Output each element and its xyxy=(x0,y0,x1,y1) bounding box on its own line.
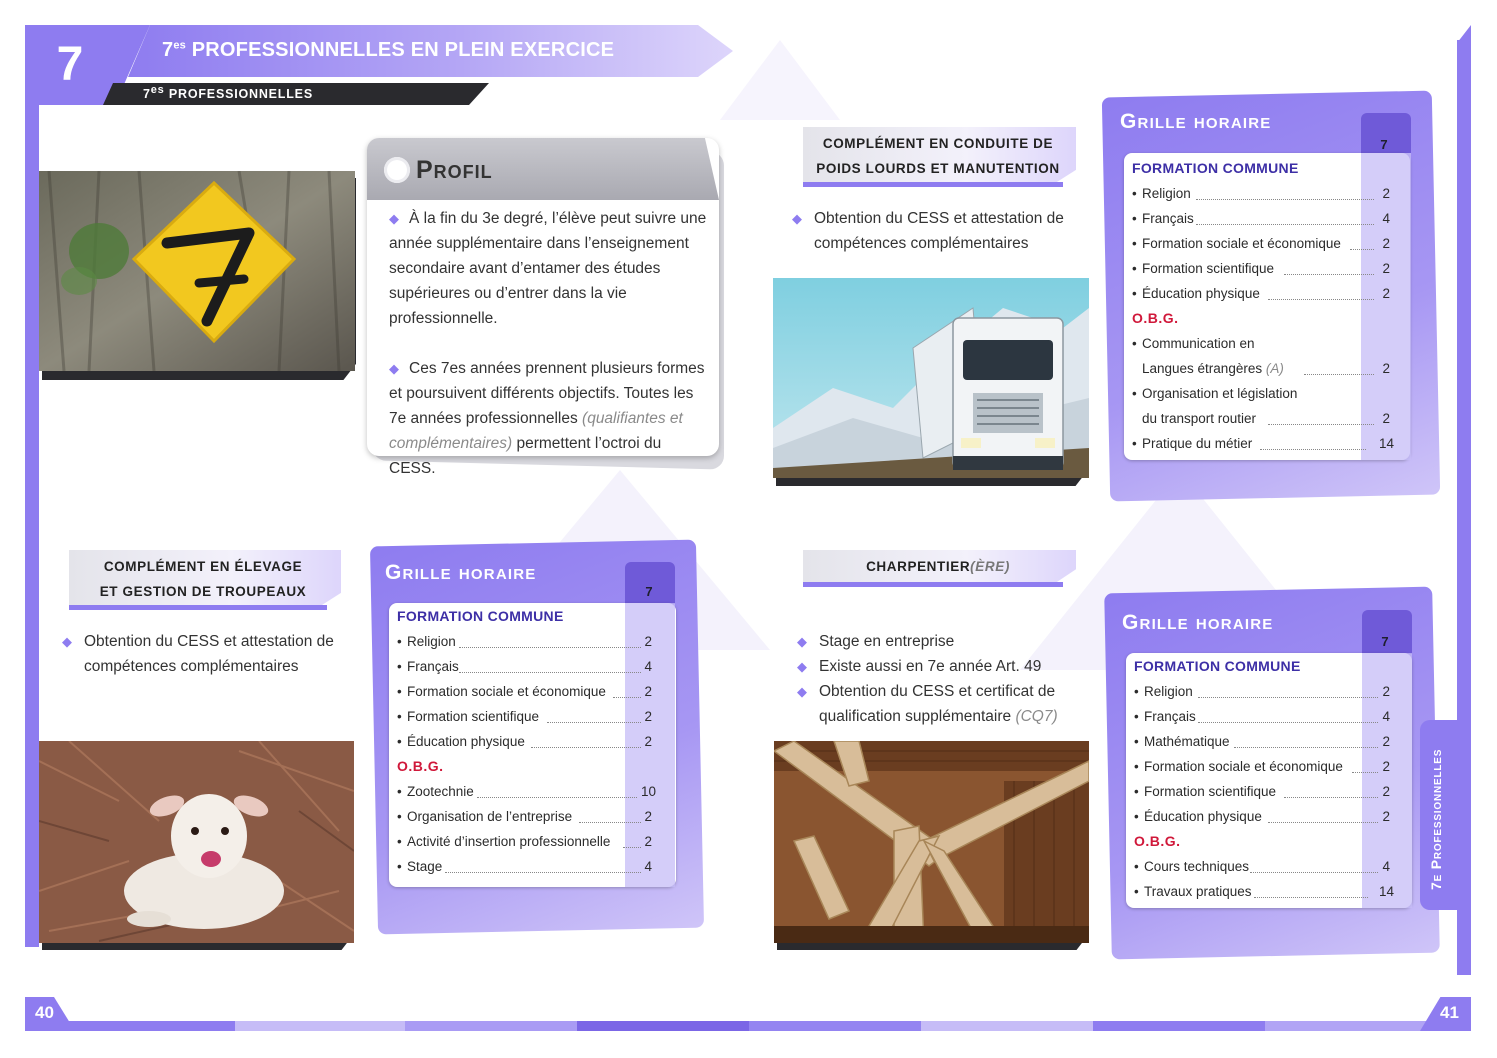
side-section-tab-label: 7e Professionnelles xyxy=(1428,748,1444,890)
charpentier-bullet-2-text: Existe aussi en 7e année Art. 49 xyxy=(819,658,1042,675)
grille-column-number: 7 xyxy=(1380,137,1388,152)
bullet-dot-icon: • xyxy=(1134,859,1139,874)
grille-row-label: Communication en xyxy=(1142,336,1255,351)
footer-bar-segment xyxy=(1265,1021,1437,1031)
bullet-dot-icon: • xyxy=(397,734,402,749)
formation-commune-heading: FORMATION COMMUNE xyxy=(1132,160,1299,176)
diamond-bullet-icon: ◆ xyxy=(797,684,807,699)
grille-rows xyxy=(397,604,654,879)
leader-dots xyxy=(1196,224,1374,225)
grille-row-label: Organisation et législation xyxy=(1142,386,1298,401)
grille-row-label: Stage xyxy=(407,859,443,874)
grille-row xyxy=(1132,381,1392,406)
poids-lourds-bullet-1 xyxy=(792,206,1082,256)
left-frame-bar xyxy=(25,25,39,947)
charpentier-label-main: CHARPENTIER xyxy=(866,559,971,574)
bullet-dot-icon: • xyxy=(397,634,402,649)
grille-row-label: Éducation physique xyxy=(1144,809,1262,824)
grille-row-label-2: Langues étrangères xyxy=(1142,361,1266,376)
grille-row-label: Zootechnie xyxy=(407,784,474,799)
formation-commune-heading: FORMATION COMMUNE xyxy=(1134,658,1301,674)
grille-row-hours: 2 xyxy=(644,734,652,749)
leader-dots xyxy=(547,722,641,723)
leader-dots xyxy=(613,697,641,698)
grille-row-continued xyxy=(1132,406,1392,431)
leader-dots xyxy=(1268,299,1374,300)
grille-row xyxy=(397,804,654,829)
grille-row-hours: 2 xyxy=(1382,286,1390,301)
grille-row-hours: 2 xyxy=(1382,684,1390,699)
bullet-dot-icon: • xyxy=(397,809,402,824)
elevage-text xyxy=(62,629,352,679)
grille-row-hours: 14 xyxy=(1378,884,1394,899)
grille-row-hours: 2 xyxy=(644,684,652,699)
grille-row-hours: 2 xyxy=(1382,734,1390,749)
grille-row-label-muted: (A) xyxy=(1265,361,1284,376)
grille-row-label: Formation scientifique xyxy=(1144,784,1277,799)
footer-bar-segment xyxy=(235,1021,405,1031)
charpentier-text xyxy=(797,629,1082,729)
profil-text xyxy=(389,206,707,481)
grille-rows xyxy=(1132,156,1392,456)
leader-dots xyxy=(1260,449,1366,450)
bullet-dot-icon: • xyxy=(1134,784,1139,799)
diamond-bullet-icon: ◆ xyxy=(389,211,399,226)
grille-row xyxy=(397,854,654,879)
bullet-dot-icon: • xyxy=(1132,211,1137,226)
profil-paragraph-1 xyxy=(389,206,707,331)
grille-row-hours: 4 xyxy=(1382,859,1390,874)
grille-row xyxy=(1132,281,1392,306)
charpentier-bullet-1 xyxy=(797,629,1082,654)
grille-row xyxy=(1132,331,1392,356)
charpentier-label-bar xyxy=(803,582,1063,587)
grille-row-label: Éducation physique xyxy=(1142,286,1260,301)
page-number-left: 40 xyxy=(35,1003,54,1022)
right-frame-bar xyxy=(1457,40,1471,975)
elevage-label-line-1: COMPLÉMENT EN ÉLEVAGE xyxy=(103,559,303,574)
charpentier-bullet-2 xyxy=(797,654,1082,679)
bullet-dot-icon: • xyxy=(397,834,402,849)
profil-paragraph-2-muted: (qualifiantes et complémentaires) xyxy=(389,410,683,452)
grille-row-label: Formation scientifique xyxy=(1142,261,1275,276)
charpentier-bullet-3-muted: (CQ7) xyxy=(1015,708,1058,725)
profil-paragraph-2-end: permettent l’octroi du CESS. xyxy=(389,435,662,477)
grille-row-hours: 2 xyxy=(1382,411,1390,426)
footer-bar-segment xyxy=(921,1021,1093,1031)
grille-row xyxy=(1132,256,1392,281)
leader-dots xyxy=(1304,374,1374,375)
leader-dots xyxy=(1254,897,1368,898)
grille-row xyxy=(397,779,654,804)
poids-lourds-label xyxy=(803,131,1073,181)
bullet-dot-icon: • xyxy=(397,659,402,674)
grille-row-hours: 2 xyxy=(644,634,652,649)
leader-dots xyxy=(459,647,641,648)
leader-dots xyxy=(1284,797,1378,798)
elevage-label-bar xyxy=(69,605,327,610)
timber-frame-photo xyxy=(774,741,1089,943)
page-number-right: 41 xyxy=(1440,1003,1459,1022)
grille-row-label: Cours techniques xyxy=(1144,859,1250,874)
leader-dots xyxy=(1198,722,1378,723)
bullet-dot-icon: • xyxy=(1134,809,1139,824)
page-title: $7^{es}$ PROFESSIONNELLES EN PLEIN EXERCICE xyxy=(162,39,615,61)
grille-column-number: 7 xyxy=(1381,634,1389,649)
grille-row-label: Pratique du métier xyxy=(1142,436,1253,451)
grille-row-label: Formation scientifique xyxy=(407,709,540,724)
leader-dots xyxy=(1268,822,1378,823)
leader-dots xyxy=(1234,747,1378,748)
grille-row xyxy=(1132,181,1392,206)
grille-row xyxy=(1134,704,1392,729)
leader-dots xyxy=(1198,697,1378,698)
poids-lourds-label-bar xyxy=(803,182,1063,187)
grille-row xyxy=(397,829,654,854)
grille-row-hours: 2 xyxy=(1382,809,1390,824)
elevage-bullet-1 xyxy=(62,629,352,679)
poids-lourds-label-line-1: COMPLÉMENT EN CONDUITE DE xyxy=(822,136,1054,151)
bullet-dot-icon: • xyxy=(1132,336,1137,351)
grille-row xyxy=(1132,206,1392,231)
grille-row-hours: 4 xyxy=(644,659,652,674)
leader-dots xyxy=(477,797,637,798)
diamond-bullet-icon: ◆ xyxy=(797,634,807,649)
grille-row-hours: 2 xyxy=(1382,236,1390,251)
diamond-bullet-icon: ◆ xyxy=(797,659,807,674)
chapter-number: 7 xyxy=(56,38,84,91)
page-subtitle: $7^{es}$ PROFESSIONNELLES xyxy=(143,83,313,101)
poids-lourds-bullet-1-text: Obtention du CESS et attestation de compétences complémentaires xyxy=(814,210,1064,252)
grille-row xyxy=(1132,231,1392,256)
grille-row-hours: 2 xyxy=(1382,759,1390,774)
bullet-dot-icon: • xyxy=(1134,709,1139,724)
bullet-dot-icon: • xyxy=(397,709,402,724)
grille-row xyxy=(397,704,654,729)
grille-title: Grille horaire xyxy=(385,561,537,584)
grille-row-hours: 2 xyxy=(1382,261,1390,276)
sign-seven-photo xyxy=(39,171,355,371)
diamond-bullet-icon: ◆ xyxy=(389,361,399,376)
grille-row-label: Travaux pratiques xyxy=(1144,884,1252,899)
grille-row-label: Français xyxy=(1144,709,1196,724)
poids-lourds-label-line-2: POIDS LOURDS ET MANUTENTION xyxy=(816,161,1060,176)
grille-title: Grille horaire xyxy=(1122,611,1274,634)
grille-row xyxy=(1134,854,1392,879)
footer-bar-segment xyxy=(1093,1021,1265,1031)
grille-row-label: Religion xyxy=(1144,684,1193,699)
bullet-dot-icon: • xyxy=(1132,386,1137,401)
grille-row-label: Formation sociale et économique xyxy=(407,684,606,699)
leader-dots xyxy=(1250,872,1378,873)
grille-row-label: Religion xyxy=(407,634,456,649)
grille-row xyxy=(1134,754,1392,779)
footer-bar-segment xyxy=(405,1021,577,1031)
grille-row-label: Éducation physique xyxy=(407,734,525,749)
profil-paragraph-2-text: Ces 7es années prennent plusieurs formes et poursuivent différents objectifs. Toutes les 7e années professionnelles xyxy=(389,360,705,427)
grille-row-hours: 2 xyxy=(1382,186,1390,201)
grille-row-hours: 4 xyxy=(644,859,652,874)
charpentier-bullet-1-text: Stage en entreprise xyxy=(819,633,955,650)
grille-row-hours: 4 xyxy=(1382,709,1390,724)
grille-row xyxy=(397,654,654,679)
grille-row-hours: 2 xyxy=(1382,784,1390,799)
bullet-dot-icon: • xyxy=(1132,186,1137,201)
obg-heading: O.B.G. xyxy=(1132,310,1179,326)
poids-lourds-text xyxy=(792,206,1082,256)
leader-dots xyxy=(445,872,641,873)
grille-row-label: Français xyxy=(1142,211,1194,226)
grille-row-hours: 4 xyxy=(1382,211,1390,226)
grille-row-hours: 2 xyxy=(1382,361,1390,376)
grille-row-hours: 2 xyxy=(644,709,652,724)
profil-paragraph-1-text: À la fin du 3e degré, l’élève peut suivre une année supplémentaire dans l’enseignement secondaire avant d’entamer des études supérieures ou d’entrer dans la vie professionnelle. xyxy=(389,210,707,327)
grille-row-label: Formation sociale et économique xyxy=(1142,236,1341,251)
grille-row-hours: 2 xyxy=(644,834,652,849)
leader-dots xyxy=(1268,424,1374,425)
leader-dots xyxy=(1350,249,1374,250)
profil-title: Profil xyxy=(416,156,493,184)
grille-column-number: 7 xyxy=(645,584,653,599)
bullet-dot-icon: • xyxy=(397,784,402,799)
bullet-dot-icon: • xyxy=(1134,734,1139,749)
leader-dots xyxy=(1284,274,1374,275)
grille-row-label: Activité d’insertion professionnelle xyxy=(407,834,611,849)
bg-decor-top xyxy=(720,40,840,120)
grille-row xyxy=(1134,804,1392,829)
bullet-dot-icon: • xyxy=(397,684,402,699)
grille-row xyxy=(1134,779,1392,804)
grille-row xyxy=(1134,879,1392,904)
leader-dots xyxy=(1196,199,1374,200)
grille-row xyxy=(1134,679,1392,704)
bullet-dot-icon: • xyxy=(1134,759,1139,774)
bullet-dot-icon: • xyxy=(1132,436,1137,451)
bullet-dot-icon: • xyxy=(1132,236,1137,251)
grille-row-label: Français xyxy=(407,659,459,674)
leader-dots xyxy=(459,672,641,673)
grille-title: Grille horaire xyxy=(1120,110,1272,133)
leader-dots xyxy=(1352,772,1378,773)
diamond-bullet-icon: ◆ xyxy=(792,211,802,226)
obg-heading: O.B.G. xyxy=(397,758,444,774)
grille-row-label: Formation sociale et économique xyxy=(1144,759,1343,774)
profil-paragraph-2 xyxy=(389,356,707,481)
grille-row-hours: 14 xyxy=(1378,436,1394,451)
lamb-photo xyxy=(39,741,354,943)
grille-row xyxy=(397,629,654,654)
grille-row-hours: 10 xyxy=(640,784,656,799)
footer-bar-segment xyxy=(577,1021,749,1031)
profil-circle-icon xyxy=(384,157,410,183)
formation-commune-heading: FORMATION COMMUNE xyxy=(397,608,564,624)
charpentier-label-paren: (ÈRE) xyxy=(970,559,1010,574)
grille-row-label: Mathématique xyxy=(1144,734,1230,749)
grille-row-label: Religion xyxy=(1142,186,1191,201)
grille-row-label-2: du transport routier xyxy=(1142,411,1257,426)
leader-dots xyxy=(579,822,641,823)
bullet-dot-icon: • xyxy=(1132,286,1137,301)
diamond-bullet-icon: ◆ xyxy=(62,634,72,649)
grille-row-continued xyxy=(1132,356,1392,381)
footer-bar-segment xyxy=(60,1021,235,1031)
grille-rows xyxy=(1134,654,1392,904)
grille-row xyxy=(397,679,654,704)
bullet-dot-icon: • xyxy=(1134,884,1139,899)
grille-row xyxy=(397,729,654,754)
elevage-bullet-1-text: Obtention du CESS et attestation de compétences complémentaires xyxy=(84,633,334,675)
bullet-dot-icon: • xyxy=(1134,684,1139,699)
bullet-dot-icon: • xyxy=(1132,261,1137,276)
footer-bar-segment xyxy=(749,1021,921,1031)
grille-row-hours: 2 xyxy=(644,809,652,824)
leader-dots xyxy=(531,747,641,748)
truck-photo xyxy=(773,278,1089,478)
leader-dots xyxy=(623,847,641,848)
grille-row xyxy=(1134,729,1392,754)
grille-row xyxy=(1132,431,1392,456)
bullet-dot-icon: • xyxy=(397,859,402,874)
obg-heading: O.B.G. xyxy=(1134,833,1181,849)
charpentier-bullet-3 xyxy=(797,679,1082,729)
charpentier-label xyxy=(803,554,1073,579)
charpentier-bullet-3-text: Obtention du CESS et certificat de qualification supplémentaire xyxy=(819,683,1056,725)
grille-row-label: Organisation de l’entreprise xyxy=(407,809,573,824)
elevage-label xyxy=(69,554,337,604)
elevage-label-line-2: ET GESTION DE TROUPEAUX xyxy=(99,584,307,599)
